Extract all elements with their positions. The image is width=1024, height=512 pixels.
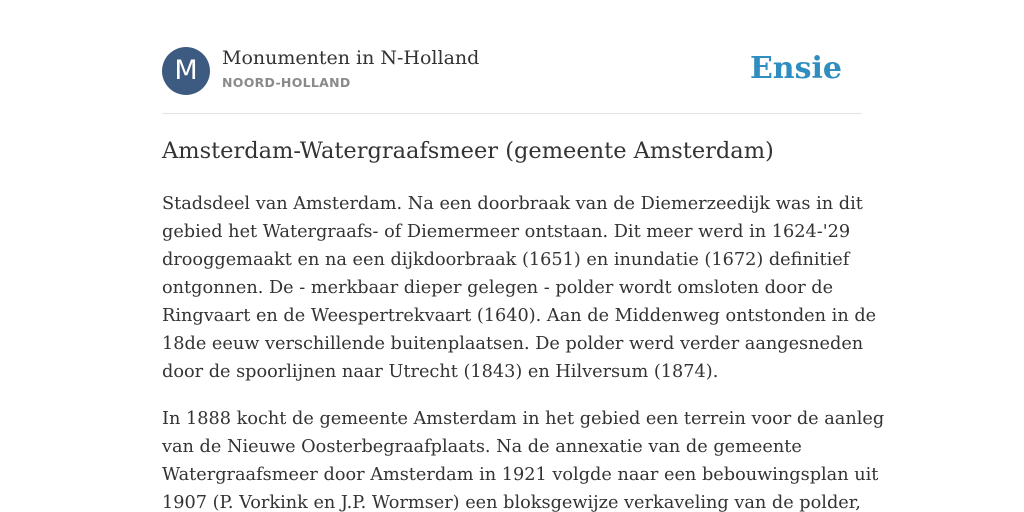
- text-line: 18de eeuw verschillende buitenplaatsen. De polder werd verder aangesneden: [162, 334, 864, 354]
- text-line: ontgonnen. De - merkbaar dieper gelegen - polder wordt omsloten door de: [162, 278, 834, 298]
- avatar[interactable]: M: [162, 47, 210, 95]
- article-body: [162, 190, 885, 512]
- text-line: 1907 (P. Vorkink en J.P. Wormser) een bloksgewijze verkaveling van de polder,: [162, 493, 861, 512]
- text-line: door de spoorlijnen naar Utrecht (1843) en Hilversum (1874).: [162, 362, 719, 382]
- text-line: drooggemaakt en na een dijkdoorbraak (1651) en inundatie (1672) definitief: [162, 250, 850, 270]
- header-divider: [162, 113, 862, 114]
- brand-logo[interactable]: Ensie: [749, 51, 842, 86]
- paragraph-1: [162, 190, 877, 386]
- text-line: Watergraafsmeer door Amsterdam in 1921 volgde naar een bebouwingsplan uit: [162, 465, 879, 485]
- article-title: Amsterdam-Watergraafsmeer (gemeente Amsterdam): [162, 138, 774, 164]
- site-title[interactable]: Monumenten in N-Holland: [222, 47, 480, 69]
- paragraph-2: [162, 405, 885, 512]
- text-line: Stadsdeel van Amsterdam. Na een doorbraak van de Diemerzeedijk was in dit: [162, 194, 863, 214]
- text-line: Ringvaart en de Weespertrekvaart (1640). Aan de Middenweg ontstonden in de: [162, 306, 877, 326]
- text-line: van de Nieuwe Oosterbegraafplaats. Na de annexatie van de gemeente: [162, 437, 802, 457]
- site-subtitle: NOORD-HOLLAND: [222, 75, 351, 90]
- text-line: In 1888 kocht de gemeente Amsterdam in het gebied een terrein voor de aanleg: [162, 409, 885, 429]
- text-line: gebied het Watergraafs- of Diemermeer ontstaan. Dit meer werd in 1624-'29: [162, 222, 851, 242]
- site-header: [162, 47, 862, 95]
